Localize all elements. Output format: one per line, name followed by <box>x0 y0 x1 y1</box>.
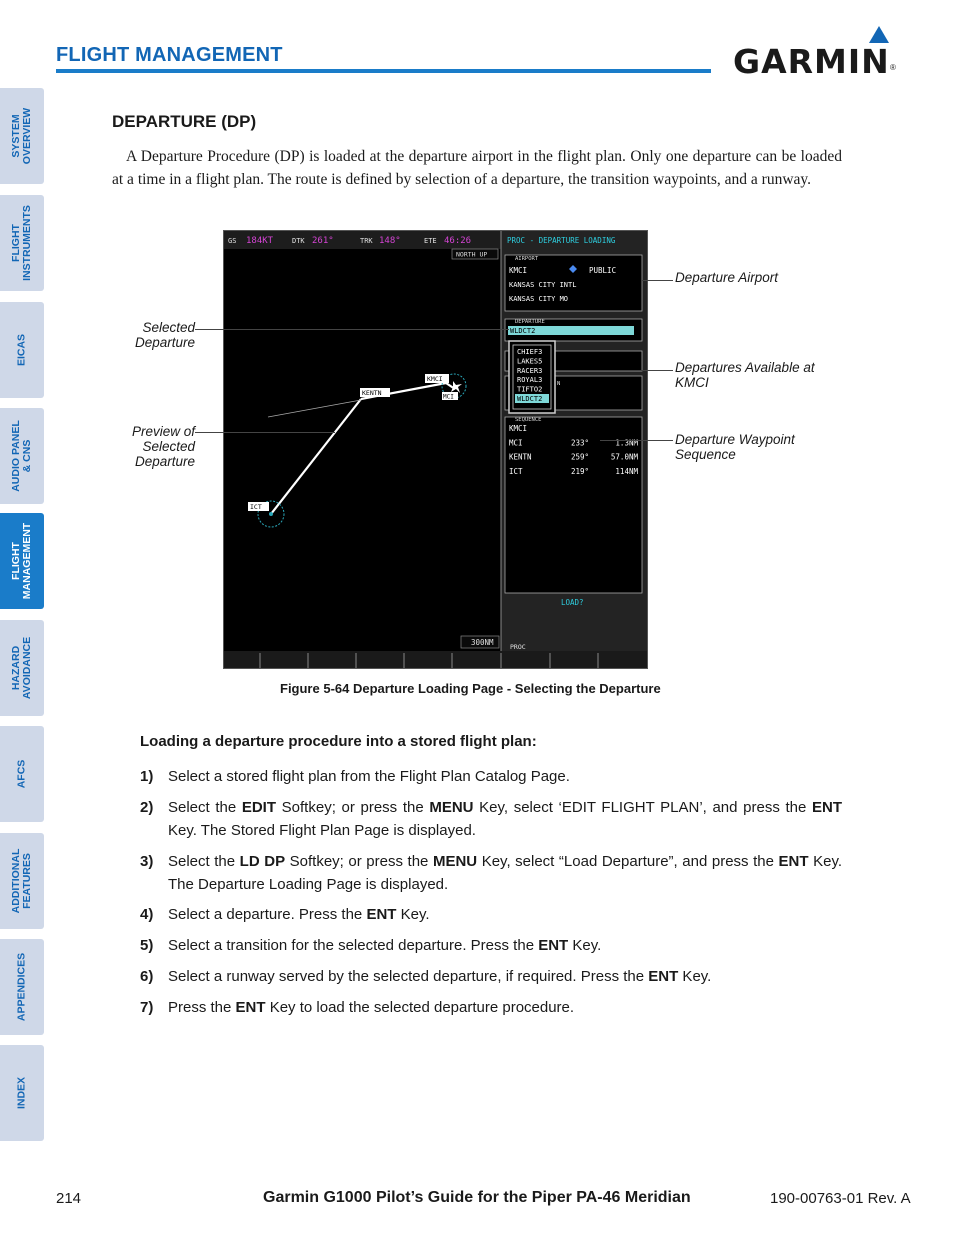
sequence-dtk: 259° <box>571 452 590 462</box>
registered-mark: ® <box>890 63 896 72</box>
callout-preview: Preview of Selected Departure <box>131 424 195 469</box>
panel-title: PROC - DEPARTURE LOADING <box>507 236 616 245</box>
airport-city: KANSAS CITY MO <box>509 295 569 303</box>
step-text: Select a transition for the selected departure. Press the ENT Key. <box>168 937 602 954</box>
step-number: 1) <box>140 768 154 785</box>
side-tab-hazard-avoidance[interactable] <box>0 620 44 716</box>
leader-selected-departure <box>195 329 509 330</box>
north-up-label: NORTH UP <box>456 250 488 259</box>
procedure-step <box>140 965 842 988</box>
departure-list-item[interactable]: CHIEF3 <box>517 348 543 356</box>
garmin-logo-text: GARMIN <box>733 42 890 81</box>
step-number: 6) <box>140 968 154 985</box>
departure-list-item[interactable]: LAKES5 <box>517 357 543 366</box>
airport-type: PUBLIC <box>589 266 617 275</box>
ict-vor-icon <box>269 512 273 516</box>
document-revision: 190-00763-01 Rev. A <box>770 1190 911 1207</box>
map-area <box>224 249 501 651</box>
ete-value: 46:26 <box>444 236 472 246</box>
departure-list-item[interactable]: RACER3 <box>517 366 543 375</box>
leader-waypoint-sequence <box>600 440 673 441</box>
sequence-waypoint: KMCI <box>509 424 528 433</box>
garmin-triangle-icon <box>869 26 889 43</box>
callout-selected-departure: Selected Departure <box>134 320 195 350</box>
departure-list-item[interactable]: TIFTO2 <box>517 385 543 394</box>
step-number: 7) <box>140 999 154 1016</box>
procedure-step <box>140 796 842 842</box>
sequence-dtk: 219° <box>571 466 590 476</box>
ete-label: ETE <box>424 237 437 245</box>
sequence-dtk: 233° <box>571 438 590 448</box>
airport-box-label: AIRPORT <box>515 256 539 262</box>
trk-label: TRK <box>360 237 373 245</box>
leader-departure-airport <box>641 280 673 281</box>
step-number: 3) <box>140 853 154 870</box>
step-text: Select a stored flight plan from the Flight Plan Catalog Page. <box>168 768 570 785</box>
book-title: Garmin G1000 Pilot’s Guide for the Piper PA-46 Meridian <box>263 1189 691 1206</box>
airport-name: KANSAS CITY INTL <box>509 281 577 289</box>
step-text: Select the LD DP Softkey; or press the MENU Key, select “Load Departure”, and press the ENT Key. The Departure Loading Page is displayed. <box>168 853 842 893</box>
departure-list-item[interactable]: WLDCT2 <box>517 395 543 403</box>
procedure-title: Loading a departure procedure into a stored flight plan: <box>140 733 537 750</box>
side-tab-label: INDEX <box>15 1076 28 1110</box>
side-tab-label: AUDIO PANEL & CNS <box>10 420 33 492</box>
intro-paragraph: A Departure Procedure (DP) is loaded at the departure airport in the flight plan. Only one departure can be loaded at a time in a flight plan. The route is defined by selection of a departure, the transition waypoints, and a runway. <box>112 148 842 188</box>
side-tab-label: AFCS <box>15 759 28 789</box>
load-prompt[interactable]: LOAD? <box>561 598 584 607</box>
step-text: Select a departure. Press the ENT Key. <box>168 906 430 923</box>
side-tab-label: HAZARD AVOIDANCE <box>10 636 33 700</box>
step-number: 5) <box>140 937 154 954</box>
procedure-step <box>140 903 842 926</box>
section-title: DEPARTURE (DP) <box>112 112 257 131</box>
callout-departure-airport: Departure Airport <box>675 270 779 285</box>
leader-departures-available <box>556 370 673 371</box>
dtk-value: 261° <box>312 236 334 246</box>
procedure-step <box>140 850 842 896</box>
departure-box-label: DEPARTURE <box>515 319 545 325</box>
airport-ident: KMCI <box>509 266 528 275</box>
side-tab-eicas[interactable] <box>0 302 44 398</box>
side-tab-label: FLIGHT INSTRUMENTS <box>10 205 33 281</box>
side-tab-label: SYSTEM OVERVIEW <box>10 107 33 165</box>
step-text: Select a runway served by the selected departure, if required. Press the ENT Key. <box>168 968 712 985</box>
procedure-step <box>140 996 842 1019</box>
sequence-waypoint: ICT <box>509 466 523 476</box>
ict-label: ICT <box>250 503 262 511</box>
step-number: 2) <box>140 799 154 816</box>
kmci-label: KMCI <box>427 375 443 383</box>
sequence-distance: 57.0NM <box>610 452 638 462</box>
step-text: Press the ENT Key to load the selected departure procedure. <box>168 999 575 1016</box>
sequence-box-label: SEQUENCE <box>515 417 542 423</box>
step-number: 4) <box>140 906 154 923</box>
side-tab-flight-instruments[interactable] <box>0 195 44 291</box>
departure-list-item[interactable]: ROYAL3 <box>517 376 543 385</box>
softkey-proc[interactable]: PROC <box>510 643 526 651</box>
side-tab-label: FLIGHT MANAGEMENT <box>10 522 33 600</box>
header-rule <box>56 69 711 73</box>
side-tab-audio-panel-cns[interactable] <box>0 408 44 504</box>
procedure-step <box>140 765 842 788</box>
leader-preview <box>195 432 335 433</box>
sequence-distance: 1.3NM <box>615 438 638 448</box>
map-range: 300NM <box>471 638 494 647</box>
side-tab-label: EICAS <box>15 333 28 367</box>
side-tab-system-overview[interactable] <box>0 88 44 184</box>
callout-waypoint-sequence: Departure Waypoint Sequence <box>675 432 795 462</box>
sequence-waypoint: KENTN <box>509 452 532 462</box>
trk-value: 148° <box>379 236 401 246</box>
callout-departures-available: Departures Available at KMCI <box>675 360 815 390</box>
side-tab-flight-management[interactable] <box>0 513 44 609</box>
gs-value: 184KT <box>246 236 274 246</box>
departure-selected: WLDCT2 <box>510 327 536 335</box>
page-number: 214 <box>56 1190 82 1207</box>
side-tab-index[interactable] <box>0 1045 44 1141</box>
mci-label: MCI <box>443 393 454 401</box>
gs-label: GS <box>228 237 237 245</box>
runway-box-label: N <box>557 381 561 387</box>
sequence-distance: 114NM <box>615 466 638 476</box>
kentn-label: KENTN <box>362 389 382 397</box>
dtk-label: DTK <box>292 237 305 245</box>
garmin-logo <box>733 24 898 81</box>
softkey-bar <box>224 651 647 668</box>
side-tab-additional-features[interactable] <box>0 833 44 929</box>
side-tab-appendices[interactable] <box>0 939 44 1035</box>
side-tab-label: ADDITIONAL FEATURES <box>10 848 33 914</box>
sequence-waypoint: MCI <box>509 438 523 448</box>
side-tab-label: APPENDICES <box>15 952 28 1022</box>
section-header: FLIGHT MANAGEMENT <box>56 44 283 66</box>
figure-caption: Figure 5-64 Departure Loading Page - Selecting the Departure <box>280 681 661 696</box>
departure-loading-screen <box>223 230 648 669</box>
side-tab-afcs[interactable] <box>0 726 44 822</box>
procedure-step <box>140 934 842 957</box>
mfd-screen-graphic <box>224 231 647 668</box>
step-text: Select the EDIT Softkey; or press the MENU Key, select ‘EDIT FLIGHT PLAN’, and press the ENT Key. The Stored Flight Plan Page is displayed. <box>168 799 842 839</box>
